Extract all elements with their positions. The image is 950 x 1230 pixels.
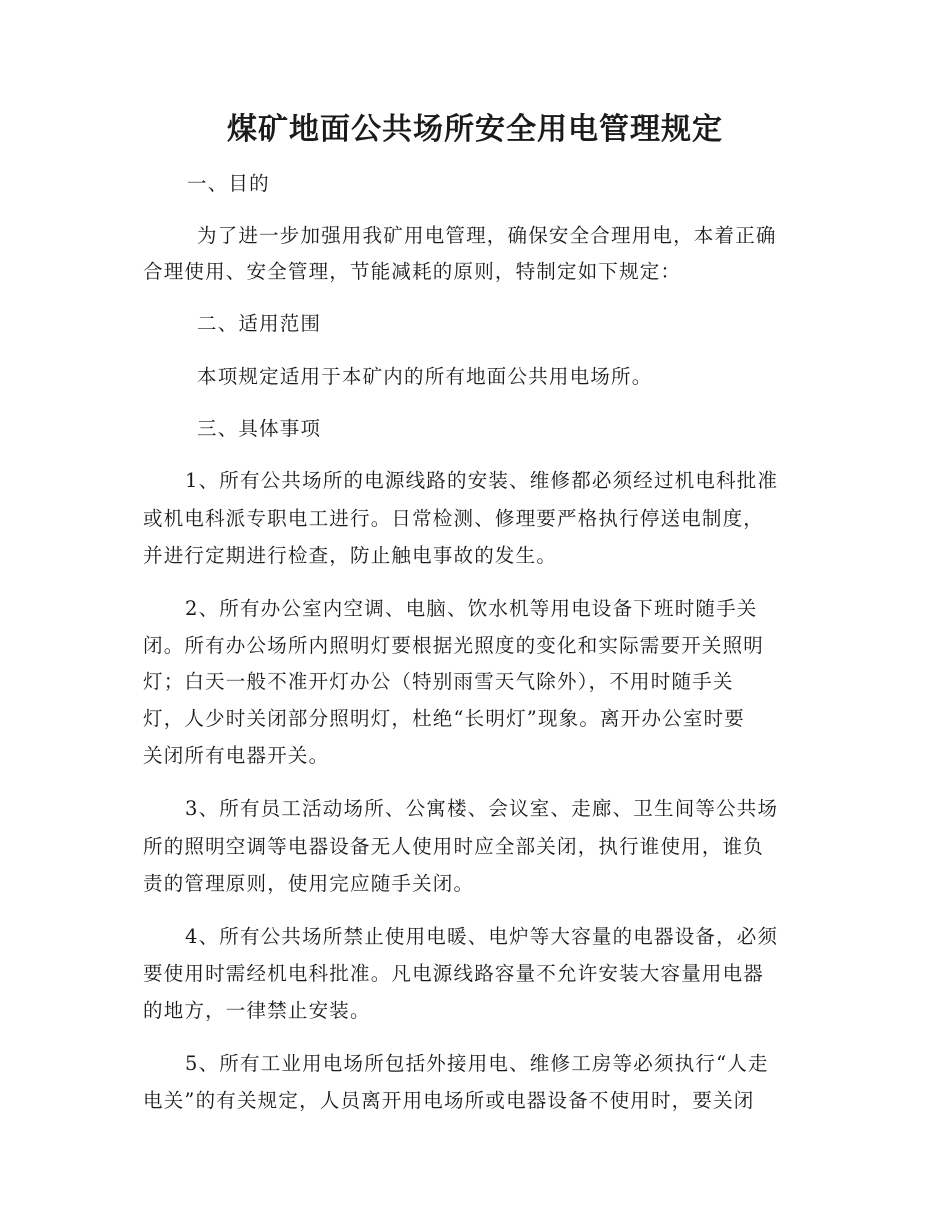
document-title: 煤矿地面公共场所安全用电管理规定 xyxy=(227,112,723,147)
paragraph-line: 责的管理原则，使用完应随手关闭。 xyxy=(143,872,475,895)
paragraph-line: 合理使用、安全管理，节能减耗的原则，特制定如下规定： xyxy=(143,260,682,283)
paragraph-line: 1、所有公共场所的电源线路的安装、维修都必须经过机电科批准 xyxy=(185,469,779,492)
paragraph-line: 为了进一步加强用我矿用电管理，确保安全合理用电，本着正确 xyxy=(197,224,777,247)
paragraph-line: 要使用时需经机电科批准。凡电源线路容量不允许安装大容量用电器 xyxy=(143,962,765,985)
paragraph-line: 的地方，一律禁止安装。 xyxy=(143,999,371,1022)
paragraph-line: 或机电科派专职电工进行。日常检测、修理要严格执行停送电制度， xyxy=(143,507,765,530)
paragraph-line: 5、所有工业用电场所包括外接用电、维修工房等必须执行“人走 xyxy=(185,1052,769,1075)
paragraph-line: 2、所有办公室内空调、电脑、饮水机等用电设备下班时随手关 xyxy=(185,597,758,620)
section-heading-details: 三、具体事项 xyxy=(197,417,322,440)
paragraph-line: 所的照明空调等电器设备无人使用时应全部关闭，执行谁使用，谁负 xyxy=(143,835,765,858)
paragraph-line: 3、所有员工活动场所、公寓楼、会议室、走廊、卫生间等公共场 xyxy=(185,797,779,820)
section-heading-scope: 二、适用范围 xyxy=(197,312,322,335)
paragraph-line: 电关”的有关规定，人员离开用电场所或电器设备不使用时，要关闭 xyxy=(143,1089,755,1112)
paragraph-line: 闭。所有办公场所内照明灯要根据光照度的变化和实际需要开关照明 xyxy=(143,634,765,657)
paragraph-line: 本项规定适用于本矿内的所有地面公共用电场所。 xyxy=(197,365,653,388)
paragraph-line: 并进行定期进行检查，防止触电事故的发生。 xyxy=(143,544,558,567)
paragraph-line: 4、所有公共场所禁止使用电暖、电炉等大容量的电器设备，必须 xyxy=(185,925,779,948)
paragraph-line: 灯，人少时关闭部分照明灯，杜绝“长明灯”现象。离开办公室时要 xyxy=(143,707,745,730)
paragraph-line: 关闭所有电器开关。 xyxy=(143,744,330,767)
section-heading-purpose: 一、目的 xyxy=(187,172,270,195)
paragraph-line: 灯；白天一般不准开灯办公（特别雨雪天气除外），不用时随手关 xyxy=(143,670,734,693)
